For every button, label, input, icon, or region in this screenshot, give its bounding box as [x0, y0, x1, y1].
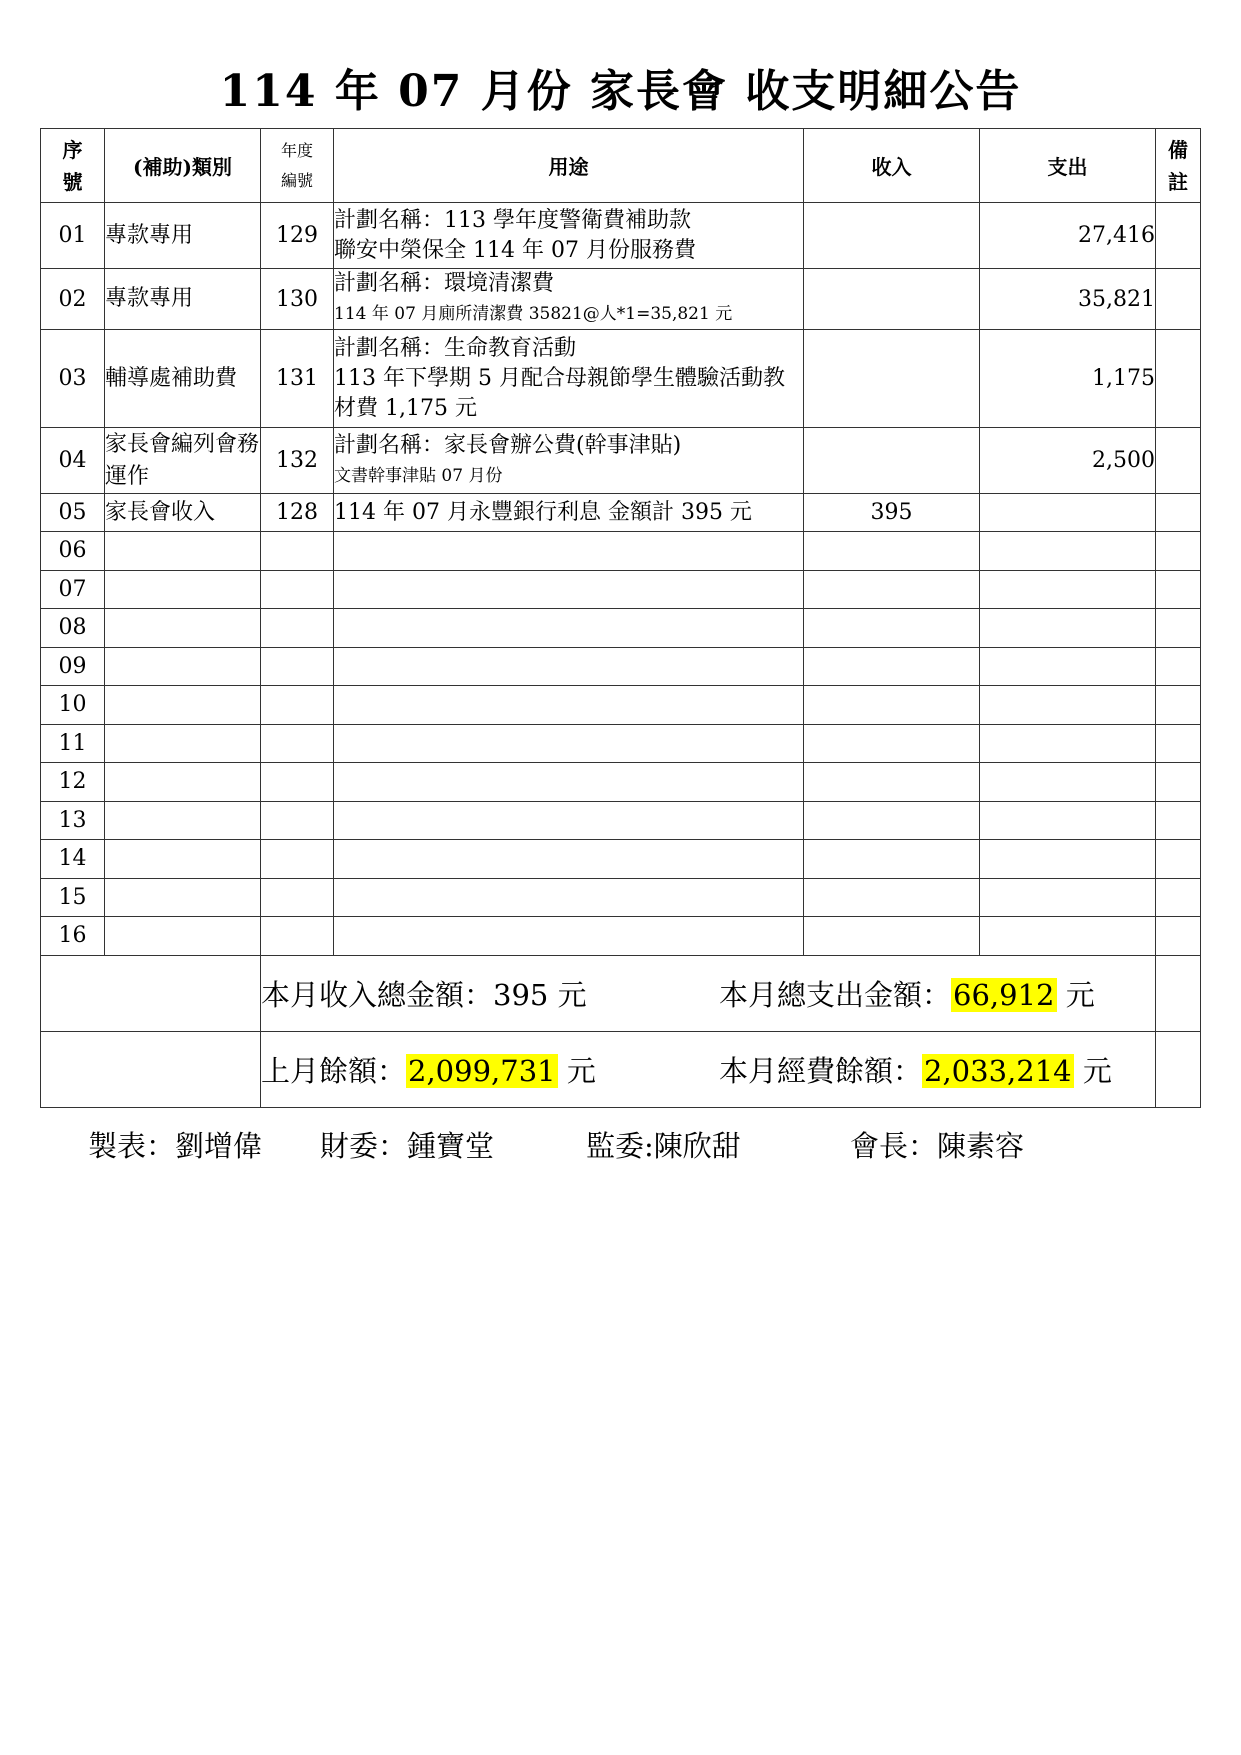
summary-balance-cell	[261, 1031, 1156, 1107]
header-remark	[1156, 129, 1201, 203]
summary-row-balance	[41, 1031, 1201, 1107]
header-remark-line1: 備	[1168, 137, 1188, 162]
table-row-empty	[41, 801, 1201, 840]
row-income	[804, 330, 980, 428]
signature-finance: 財委：鍾寶堂	[320, 1129, 495, 1163]
table-row	[41, 428, 1201, 494]
summary-remark	[1156, 955, 1201, 1031]
header-remark-line2: 註	[1168, 169, 1188, 194]
signature-line	[88, 1124, 1024, 1165]
header-row	[41, 129, 1201, 203]
summary-remark	[1156, 1031, 1201, 1107]
header-no-line1: 序	[62, 137, 83, 162]
page-title: 114 年 07 月份 家長會 收支明細公告	[219, 66, 1022, 117]
row-purpose	[334, 428, 804, 494]
purpose-line2: 文書幹事津貼 07 月份	[334, 465, 503, 486]
header-no	[41, 129, 105, 203]
row-code: 128	[261, 494, 334, 532]
row-category: 專款專用	[105, 269, 261, 330]
table-row-empty	[41, 686, 1201, 725]
row-purpose	[334, 330, 804, 428]
table-row-empty	[41, 609, 1201, 648]
previous-balance-label: 上月餘額：	[261, 1053, 407, 1088]
table-row	[41, 203, 1201, 269]
header-income: 收入	[804, 129, 980, 203]
purpose-line2: 114 年 07 月廁所清潔費 35821@人*1=35,821 元	[334, 304, 733, 324]
row-no: 15	[41, 878, 105, 917]
row-code: 130	[261, 269, 334, 330]
signature-preparer: 製表：劉增偉	[88, 1129, 263, 1163]
current-balance-unit: 元	[1073, 1053, 1112, 1088]
row-no: 05	[41, 494, 105, 532]
row-no: 04	[41, 428, 105, 494]
row-no: 11	[41, 724, 105, 763]
row-income	[804, 428, 980, 494]
purpose-line2: 113 年下學期 5 月配合母親節學生體驗活動教材費 1,175 元	[334, 365, 785, 421]
row-expense	[980, 494, 1156, 532]
table-row-empty	[41, 647, 1201, 686]
table-row-empty	[41, 878, 1201, 917]
row-no: 12	[41, 763, 105, 802]
current-balance-value: 2,033,214	[924, 1053, 1072, 1088]
row-no: 03	[41, 330, 105, 428]
row-category: 專款專用	[105, 203, 261, 269]
summary-spacer	[41, 1031, 261, 1107]
row-expense: 35,821	[980, 269, 1156, 330]
row-income: 395	[804, 494, 980, 532]
header-no-line2: 號	[62, 169, 83, 194]
previous-balance-unit: 元	[557, 1053, 596, 1088]
table-row	[41, 269, 1201, 330]
signature-chair: 會長：陳素容	[850, 1129, 1025, 1163]
income-total	[261, 973, 719, 1014]
previous-balance-value: 2,099,731	[408, 1053, 556, 1088]
row-category: 輔導處補助費	[105, 330, 261, 428]
summary-spacer	[41, 955, 261, 1031]
ledger-table	[40, 128, 1201, 1108]
summary-current-cell	[261, 955, 1156, 1031]
row-purpose	[334, 203, 804, 269]
table-row-empty	[41, 763, 1201, 802]
header-code-line1: 年度	[280, 140, 313, 160]
row-income	[804, 203, 980, 269]
purpose-line1: 計劃名稱：環境清潔費	[334, 271, 555, 296]
purpose-line1: 計劃名稱：家長會辦公費(幹事津貼)	[334, 432, 682, 458]
current-balance	[719, 1049, 1112, 1090]
row-code: 132	[261, 428, 334, 494]
row-remark	[1156, 269, 1201, 330]
table-row	[41, 494, 1201, 532]
row-remark	[1156, 428, 1201, 494]
purpose-line1: 計劃名稱：生命教育活動	[334, 335, 577, 361]
table-row-empty	[41, 570, 1201, 609]
row-expense: 27,416	[980, 203, 1156, 269]
expense-total-label: 本月總支出金額：	[719, 977, 952, 1012]
row-remark	[1156, 494, 1201, 532]
row-code: 129	[261, 203, 334, 269]
row-no: 02	[41, 269, 105, 330]
purpose-line1: 計劃名稱：113 學年度警衛費補助款	[334, 207, 691, 233]
row-code: 131	[261, 330, 334, 428]
income-total-label: 本月收入總金額：	[261, 977, 494, 1012]
row-category: 家長會收入	[105, 494, 261, 532]
row-no: 07	[41, 570, 105, 609]
table-row-empty	[41, 917, 1201, 956]
header-code-line2: 編號	[280, 170, 313, 190]
row-category: 家長會編列會務運作	[105, 428, 261, 494]
summary-row-current	[41, 955, 1201, 1031]
row-no: 01	[41, 203, 105, 269]
row-purpose	[334, 494, 804, 532]
purpose-line2: 聯安中榮保全 114 年 07 月份服務費	[334, 237, 696, 263]
row-no: 06	[41, 532, 105, 571]
row-no: 16	[41, 917, 105, 956]
row-no: 14	[41, 840, 105, 879]
row-remark	[1156, 203, 1201, 269]
expense-total-unit: 元	[1056, 977, 1095, 1012]
row-remark	[1156, 330, 1201, 428]
header-expense: 支出	[980, 129, 1156, 203]
expense-total-value: 66,912	[953, 977, 1055, 1012]
header-category: (補助)類別	[105, 129, 261, 203]
expense-total	[719, 973, 1095, 1014]
header-code	[261, 129, 334, 203]
income-total-unit: 元	[548, 977, 587, 1012]
income-total-value: 395	[493, 977, 549, 1012]
row-expense: 1,175	[980, 330, 1156, 428]
row-no: 13	[41, 801, 105, 840]
signature-supervisor: 監委:陳欣甜	[586, 1129, 741, 1163]
table-row-empty	[41, 724, 1201, 763]
purpose-line1: 114 年 07 月永豐銀行利息 金額計 395 元	[334, 499, 752, 525]
row-expense: 2,500	[980, 428, 1156, 494]
row-no: 10	[41, 686, 105, 725]
row-purpose	[334, 269, 804, 330]
row-income	[804, 269, 980, 330]
row-no: 08	[41, 609, 105, 648]
row-no: 09	[41, 647, 105, 686]
table-row	[41, 330, 1201, 428]
table-row-empty	[41, 840, 1201, 879]
previous-balance	[261, 1049, 719, 1090]
header-purpose: 用途	[334, 129, 804, 203]
current-balance-label: 本月經費餘額：	[719, 1053, 923, 1088]
table-row-empty	[41, 532, 1201, 571]
